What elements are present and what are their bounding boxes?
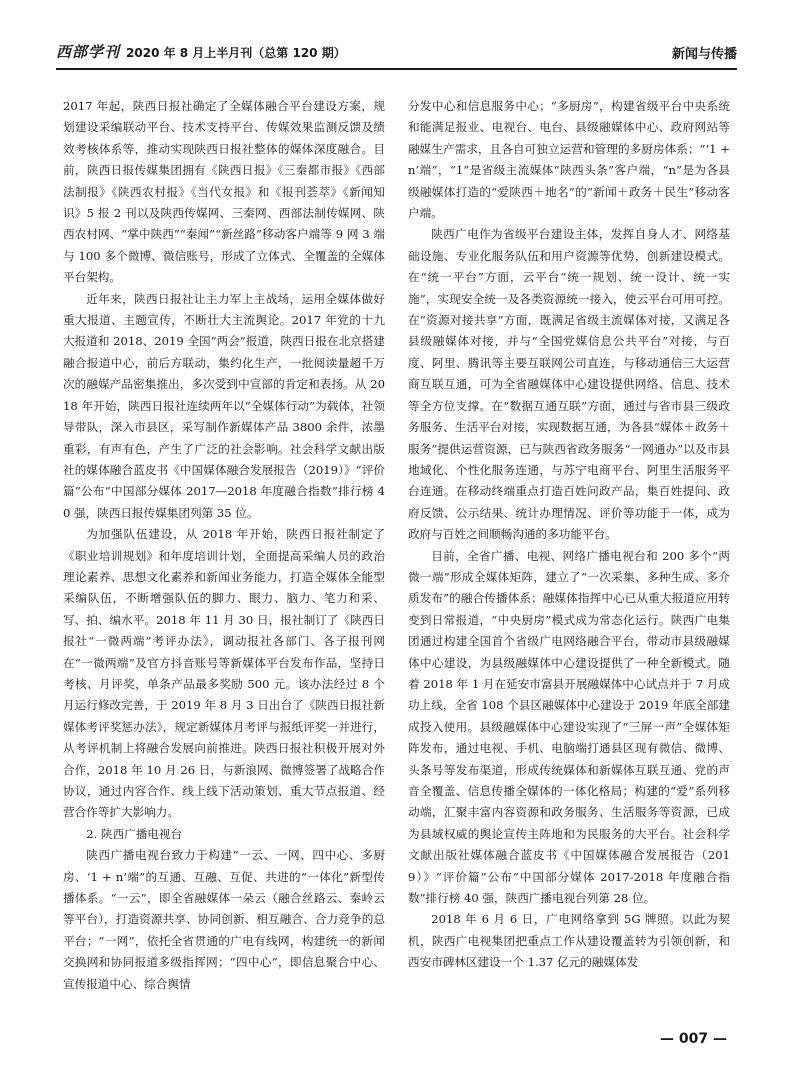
- issue-label: 2020 年 8 月上半月刊（总第 120 期）: [126, 46, 346, 60]
- page-number: — 007 —: [660, 1031, 727, 1047]
- right-column: [408, 96, 730, 1026]
- left-column: [63, 96, 385, 1026]
- journal-logo: 西部学刊: [56, 43, 121, 61]
- journal-info: [56, 41, 346, 62]
- paragraph: 目前，全省广播、电视、网络广播电视台和 200 多个“两微一端”形成全媒体矩阵，建立了“一次采集、多种生成、多介质发布”的融合传播体系；融媒体指挥中心已从重大报道应用转变到日常报道，“中央厨房”模式成为常态化运行。陕西广电集团通过构建全国首个省级广电网络融合平台，带动市县级融媒体中心建设，为县级融媒体中心建设提供了一种全新模式。随着 2018 年 1 月在延安市富县开展融媒体中心试点并于 7 月成功上线，全省 108 个县区融媒体中心建设于 2019 年底全部建成投入使用。县级融媒体中心建设实现了“三屏一声”全媒体矩阵发布，通过电视、手机、电脑端打通县区现有微信、微博、头条号等发布渠道，形成传统媒体和新媒体互联互通、党的声音全覆盖、信息传播全媒体的一体化格局；构建的“爱”系列移动端，汇聚丰富内容资源和政务服务、生活服务等资源，已成为县域权威的舆论宣传主阵地和为民服务的大平台。社会科学文献出版社媒体融合蓝皮书《中国媒体融合发展报告（2019）》“评价篇”公布“中国部分媒体 2017-2018 年度融合指数”排行榜 40 强，陕西广播电视台列第 28 位。: [408, 548, 730, 906]
- page-header: [56, 40, 737, 70]
- paragraph: 2018 年 6 月 6 日，广电网络拿到 5G 牌照。以此为契机，陕西广电视集团把重点工作从建设覆盖转为引领创新，和西安市碑林区建设一个 1.37 亿元的融媒体发: [408, 912, 730, 970]
- paragraph: 为加强队伍建设，从 2018 年开始，陕西日报社制定了《职业培训规划》和年度培训计划，全面提高采编人员的政治理论素养、思想文化素养和新闻业务能力，打造全媒体全能型采编队伍，不断增强队伍的脚力、眼力、脑力、笔力和采、写、拍、编水平。2018 年 11 月 30 日，报社制订了《陕西日报社“一微两端”考评办法》，调动报社各部门、各子报刊网在“一微两端”及官方抖音账号等新媒体平台发布作品，坚持日考核、月评奖，单条产品最多奖励 500 元。该办法经过 8 个月运行修改完善，于 2019 年 8 月 3 日出台了《陕西日报社新媒体考评奖惩办法》，规定新媒体月考评与报纸评奖一并进行，从考评机制上将融合发展向前推进。陕西日报社积极开展对外合作，2018 年 10 月 26 日，与新浪网、微博签署了战略合作协议，通过内容合作、线上线下活动策划、重大节点报道、经营合作等扩大影响力。: [63, 527, 385, 820]
- paragraph: 2017 年起，陕西日报社确定了全媒体融合平台建设方案，规划建设采编联动平台、技术支持平台、传媒效果监测反馈及绩效考核体系等，推动实现陕西日报社整体的媒体深度融合。目前，陕西日报传媒集团拥有《陕西日报》《三秦都市报》《西部法制报》《陕西农村报》《当代女报》和《报刊荟萃》《新闻知识》5 报 2 刊以及陕西传媒网、三秦网、西部法制传媒网、陕西农村网、“掌中陕西”“秦闻”“新丝路”移动客户端等 9 网 3 端与 100 多个微博、微信账号，形成了立体式、全覆盖的全媒体平台架构。: [63, 99, 385, 285]
- subsection-heading: 2. 陕西广播电视台: [86, 826, 183, 841]
- paragraph: 近年来，陕西日报社让主力军上主战场，运用全媒体做好重大报道、主题宣传，不断壮大主流舆论。2017 年党的十九大报道和 2018、2019 全国“两会”报道，陕西日报在北京搭建融合报道中心，前后方联动，集约化生产，一批阅读量超千万次的融媒产品密集推出，多次受到中宣部的肯定和表扬。从 2018 年开始，陕西日报社连续两年以“全媒体行动”为载体，社领导带队，深入市县区，采写制作新媒体产品 3800 余件，浓墨重彩，有声有色，产生了广泛的社会影响。社会科学文献出版社的媒体融合蓝皮书《中国媒体融合发展报告（2019）》“评价篇”公布“中国部分媒体 2017—2018 年度融合指数”排行榜 40 强，陕西日报传媒集团列第 35 位。: [63, 291, 385, 520]
- article-body: [63, 96, 730, 1026]
- paragraph: 分发中心和信息服务中心；“多厨房”，构建省级平台中央系统和能满足报业、电视台、电台、县级融媒体中心、政府网站等融媒生产需求，且各自可独立运营和管理的多厨房体系；“‘1 + n’端”，“1”是省级主流媒体“陕西头条”客户端，“n”是为各县级融媒体打造的“爱陕西＋地名”的“新闻＋政务＋民生”移动客户端。: [408, 99, 730, 221]
- paragraph: 陕西广电作为省级平台建设主体，发挥自身人才、网络基础设施、专业化服务队伍和用户资源等优势，创新建设模式。在“统一平台”方面，云平台“统一规划、统一设计、统一实施”，实现安全统一及各类资源统一接入，使云平台可用可控。在“资源对接共享”方面，既满足省级主流媒体对接，又满足各县级融媒体对接，并与“全国党媒信息公共平台”对接，与百度、阿里、腾讯等主要互联网公司直连，与移动通信三大运营商互联互通，可为全省融媒体中心建设提供网络、信息、技术等全方位支撑。在“数据互通互联”方面，通过与省市县三级政务服务、生活平台对接，实现数据互通，为各县“媒体＋政务＋服务”提供运营资源，已与陕西省政务服务“一网通办”以及市县地域化、个性化服务连通，与苏宁电商平台、阿里生活服务平台连通。在移动终端重点打造百姓问政产品，集百姓提问、政府反馈、公示结果、统计办理情况、评价等功能于一体，成为政府与百姓之间顺畅沟通的多功能平台。: [408, 227, 730, 542]
- paragraph: 陕西广播电视台致力于构建“一云、一网、四中心、多厨房、‘1 + n’端”的互通、互融、互促、共进的“一体化”新型传播体系。“一云”，即全省融媒体一朵云（融合丝路云、秦岭云等平台），打造资源共享、协同创新、相互融合、合力竞争的总平台；“一网”，依托全省贯通的广电有线网，构建统一的新闻交换网和协同报道多级指挥网；“四中心”，即信息聚合中心、宣传报道中心、综合舆情: [63, 848, 385, 991]
- section-title: 新闻与传播: [671, 47, 737, 62]
